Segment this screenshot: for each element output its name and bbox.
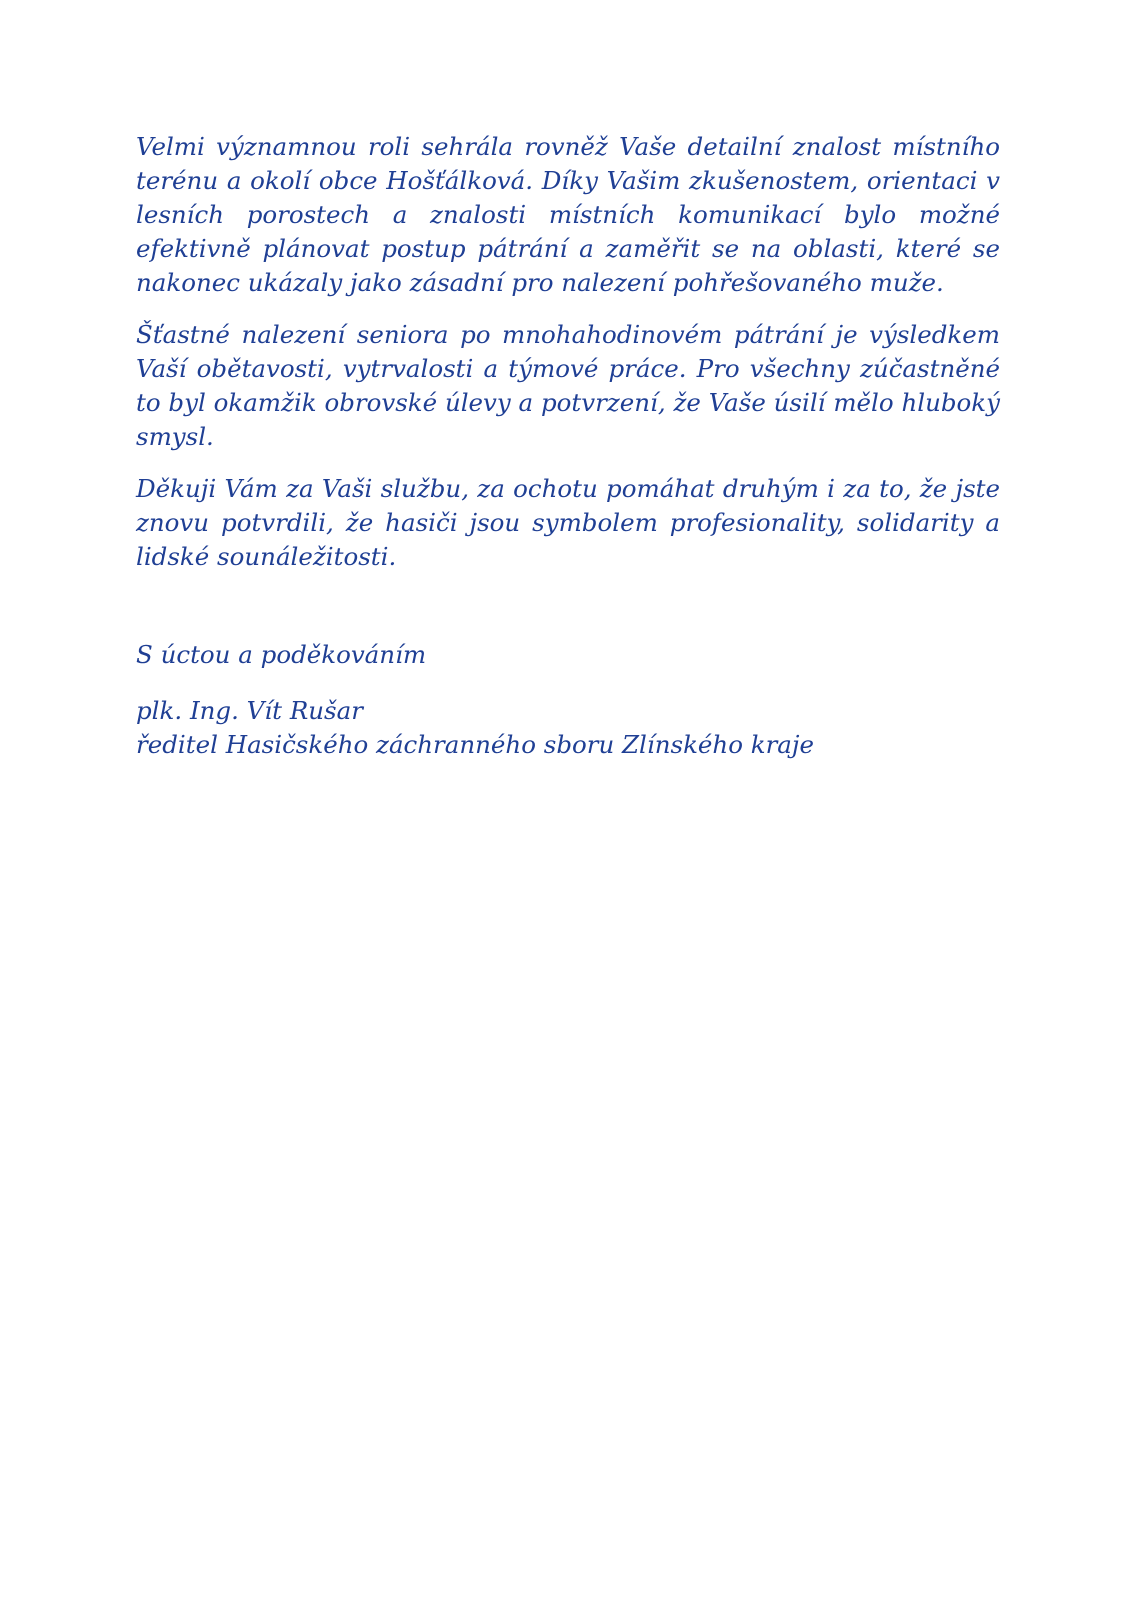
signature-block <box>136 694 1000 762</box>
closing-salutation: S úctou a poděkováním <box>136 640 427 669</box>
paragraph-terrain-knowledge: Velmi významnou roli sehrála rovněž Vaše detailní znalost místního terénu a okolí obce Hošťálková. Díky Vašim zkušenostem, orientaci v lesních porostech a znalosti místních komunikací bylo možné efektivně plánovat postup pátrání a zaměřit se na oblasti, které se nakonec ukázaly jako zásadní pro nalezení pohřešovaného muže. <box>136 132 1000 297</box>
letter-body <box>136 130 1000 762</box>
signature-title: ředitel Hasičského záchranného sboru Zlínského kraje <box>136 730 814 759</box>
paragraph-thanks: Děkuji Vám za Vaši službu, za ochotu pomáhat druhým i za to, že jste znovu potvrdili, že hasiči jsou symbolem profesionality, solidarity a lidské sounáležitosti. <box>136 474 1000 571</box>
signature-name: plk. Ing. Vít Rušar <box>136 696 363 725</box>
paragraph-successful-search: Šťastné nalezení seniora po mnohahodinovém pátrání je výsledkem Vaší obětavosti, vytrvalosti a týmové práce. Pro všechny zúčastněné to byl okamžik obrovské úlevy a potvrzení, že Vaše úsilí mělo hluboký smysl. <box>136 320 1000 451</box>
closing-block <box>136 638 1000 762</box>
